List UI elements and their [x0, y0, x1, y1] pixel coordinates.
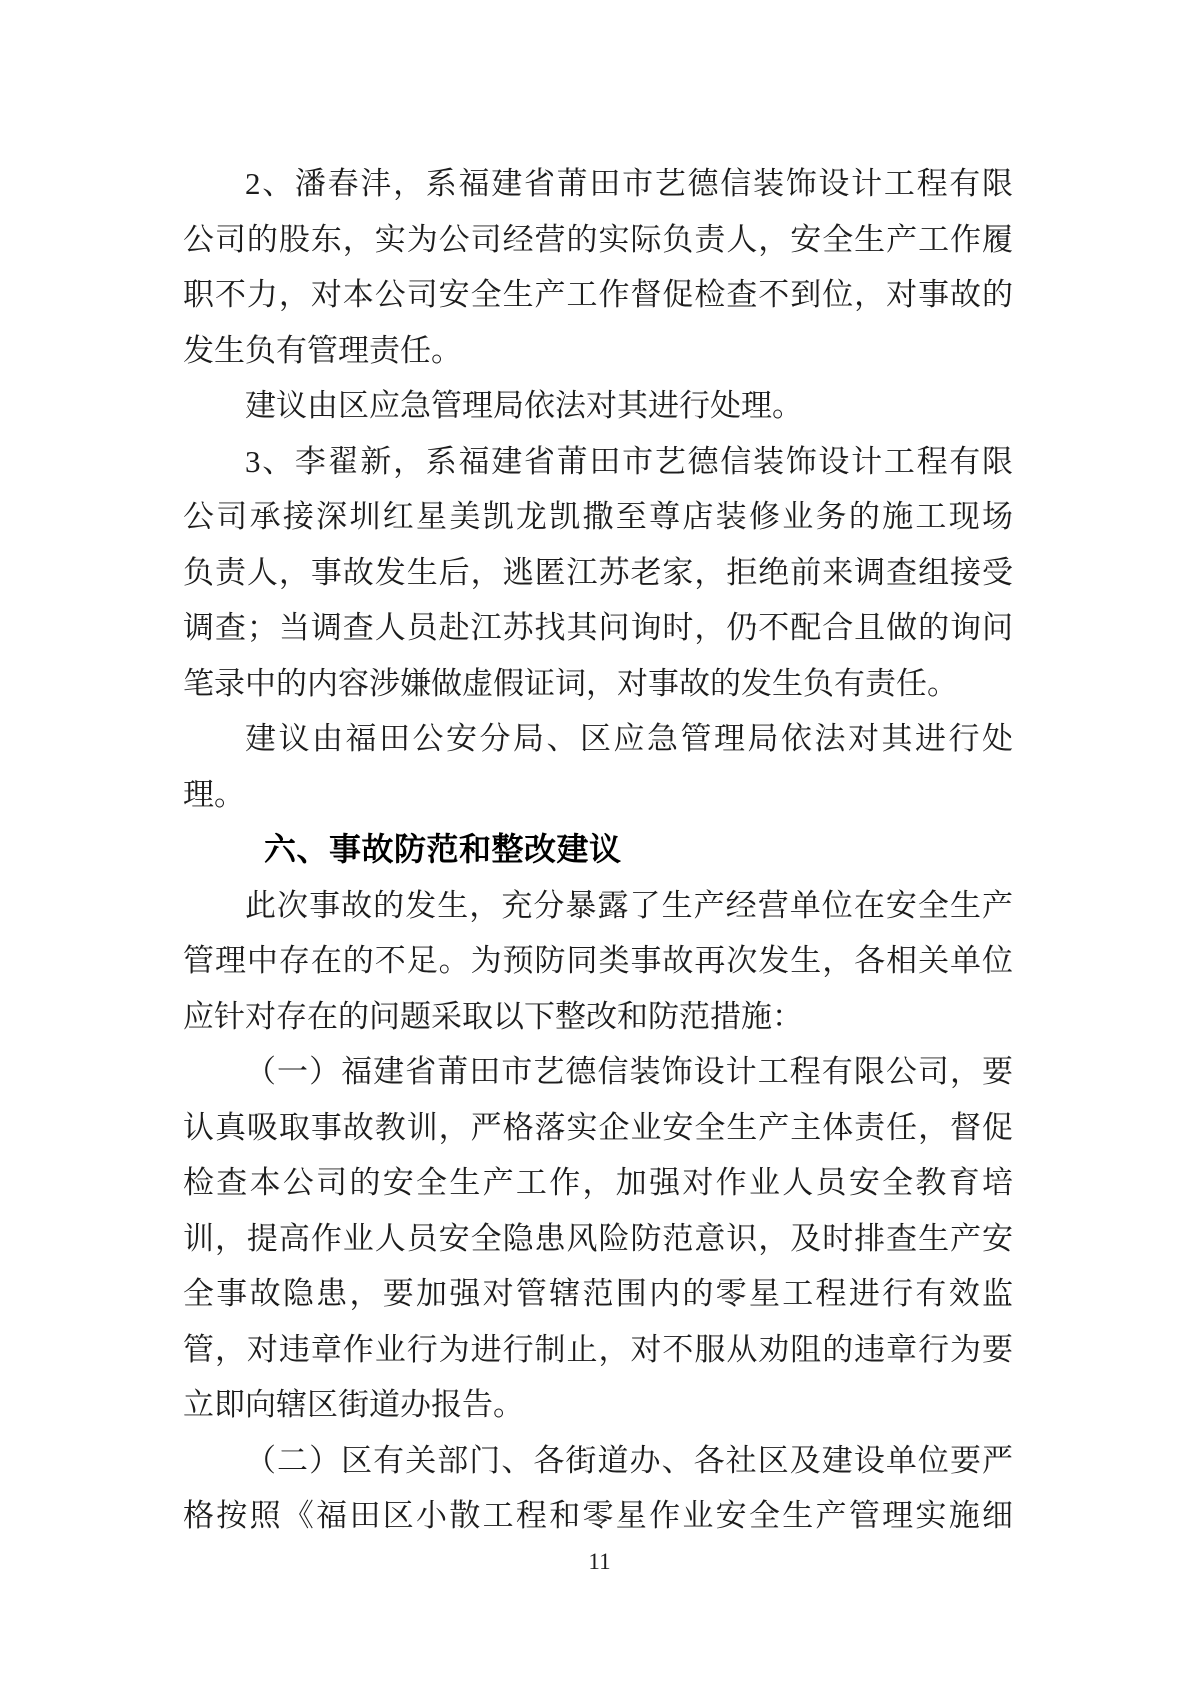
text-line: 理。 — [183, 776, 245, 812]
text-line: 管，对违章作业行为进行制止，对不服从劝阻的违章行为要 — [183, 1331, 1013, 1367]
text-line: （二）区有关部门、各街道办、各社区及建设单位要严 — [245, 1442, 1013, 1478]
text-line: 应针对存在的问题采取以下整改和防范措施： — [183, 998, 803, 1034]
text-line: 负责人，事故发生后，逃匿江苏老家，拒绝前来调查组接受 — [183, 554, 1013, 590]
document-body — [183, 156, 1013, 1544]
text-line: 2、潘春沣，系福建省莆田市艺德信装饰设计工程有限 — [245, 166, 1013, 201]
text-line: 调查；当调查人员赴江苏找其问询时，仍不配合且做的询问 — [183, 610, 1013, 645]
text-line: 训，提高作业人员安全隐患风险防范意识，及时排查生产安 — [183, 1220, 1013, 1256]
text-line: 笔录中的内容涉嫌做虚假证词，对事故的发生负有责任。 — [183, 665, 958, 701]
text-line: 管理中存在的不足。为预防同类事故再次发生，各相关单位 — [183, 943, 1013, 978]
text-line: 3、李翟新，系福建省莆田市艺德信装饰设计工程有限 — [245, 443, 1013, 479]
text-line: 职不力，对本公司安全生产工作督促检查不到位，对事故的 — [183, 277, 1013, 312]
text-line: 此次事故的发生，充分暴露了生产经营单位在安全生产 — [245, 887, 1013, 923]
text-line: 公司的股东，实为公司经营的实际负责人，安全生产工作履 — [183, 221, 1013, 257]
text-line: 发生负有管理责任。 — [183, 332, 462, 368]
text-line: 建议由福田公安分局、区应急管理局依法对其进行处 — [245, 721, 1013, 756]
text-line: 立即向辖区街道办报告。 — [183, 1387, 524, 1422]
text-line: 公司承接深圳红星美凯龙凯撒至尊店装修业务的施工现场 — [183, 499, 1013, 534]
page-number: 11 — [588, 1549, 611, 1574]
text-line: 认真吸取事故教训，严格落实企业安全生产主体责任，督促 — [183, 1109, 1013, 1145]
text-line: 全事故隐患，要加强对管辖范围内的零星工程进行有效监 — [183, 1276, 1013, 1311]
text-line: 格按照《福田区小散工程和零星作业安全生产管理实施细 — [183, 1498, 1013, 1533]
text-line: 检查本公司的安全生产工作，加强对作业人员安全教育培 — [183, 1165, 1013, 1200]
text-line: （一）福建省莆田市艺德信装饰设计工程有限公司，要 — [245, 1054, 1013, 1089]
section-heading: 六、事故防范和整改建议 — [264, 831, 622, 867]
text-line: 建议由区应急管理局依法对其进行处理。 — [245, 388, 803, 423]
